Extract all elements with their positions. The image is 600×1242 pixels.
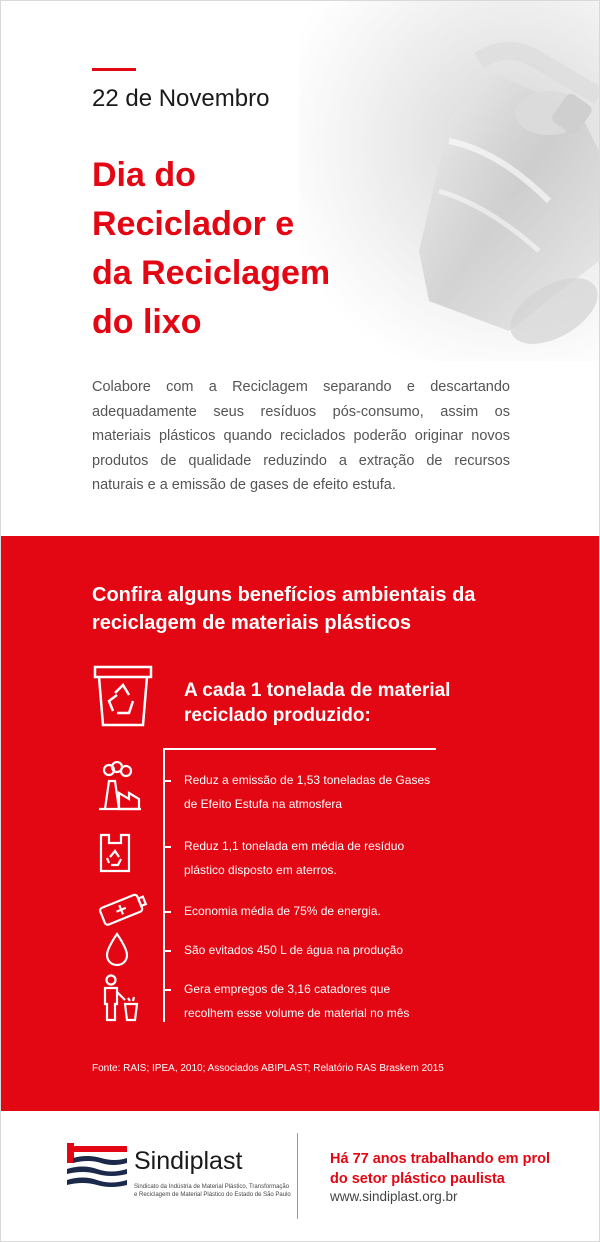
footer-divider	[297, 1133, 298, 1219]
waste-picker-icon	[97, 974, 141, 1029]
per-ton-heading: A cada 1 tonelada de material reciclado produzido:	[184, 680, 451, 726]
item-tick	[163, 846, 171, 848]
plastic-bag-icon	[97, 831, 133, 878]
title-line: do lixo	[92, 303, 202, 341]
page-title	[92, 151, 392, 347]
accent-rule	[92, 68, 136, 71]
water-drop-icon	[104, 932, 130, 973]
item-tick	[163, 911, 171, 913]
battery-icon	[97, 891, 149, 932]
benefits-title: Confira alguns benefícios ambientais da reciclagem de materiais plásticos	[92, 584, 476, 634]
factory-icon	[97, 761, 141, 816]
benefit-emissions: Reduz a emissão de 1,53 toneladas de Gases de Efeito Estufa na atmosfera	[184, 773, 431, 811]
hero-section	[1, 1, 599, 536]
source-note: Fonte: RAIS; IPEA, 2010; Associados ABIPLAST; Relatório RAS Braskem 2015	[92, 1063, 444, 1074]
website-link[interactable]: www.sindiplast.org.br	[330, 1189, 458, 1204]
logo-subtitle: Sindicato da Indústria de Material Plástico, Transformação e Reciclagem de Material Plástico do Estado de São Paulo	[134, 1184, 291, 1198]
item-tick	[163, 780, 171, 782]
sindiplast-logo-icon	[67, 1143, 127, 1194]
title-line: da Reciclagem	[92, 254, 331, 292]
title-line: Reciclador e	[92, 205, 295, 243]
benefit-water: São evitados 450 L de água na produção	[184, 943, 404, 957]
divider-horizontal	[163, 748, 436, 750]
item-tick	[163, 950, 171, 952]
benefits-section	[1, 536, 599, 1111]
title-line: Dia do	[92, 156, 196, 194]
benefit-energy: Economia média de 75% de energia.	[184, 904, 381, 918]
benefit-jobs: Gera empregos de 3,16 catadores que recolhem esse volume de material no mês	[184, 982, 410, 1020]
logo-name: Sindiplast	[134, 1147, 243, 1175]
divider-vertical	[163, 748, 165, 1022]
benefit-landfill: Reduz 1,1 tonelada em média de resíduo plástico disposto em aterros.	[184, 839, 405, 877]
date-label: 22 de Novembro	[92, 85, 270, 112]
recycling-bin-icon	[93, 665, 153, 734]
intro-paragraph: Colabore com a Reciclagem separando e descartando adequadamente seus resíduos pós-consumo, assim os materiais plásticos quando reciclados poderão originar novos produtos de qualidade reduzindo a extração de recursos naturais e a emissão de gases de efeito estufa.	[92, 379, 510, 493]
item-tick	[163, 989, 171, 991]
tagline: Há 77 anos trabalhando em prol do setor plástico paulista	[330, 1151, 550, 1187]
footer	[1, 1111, 599, 1241]
